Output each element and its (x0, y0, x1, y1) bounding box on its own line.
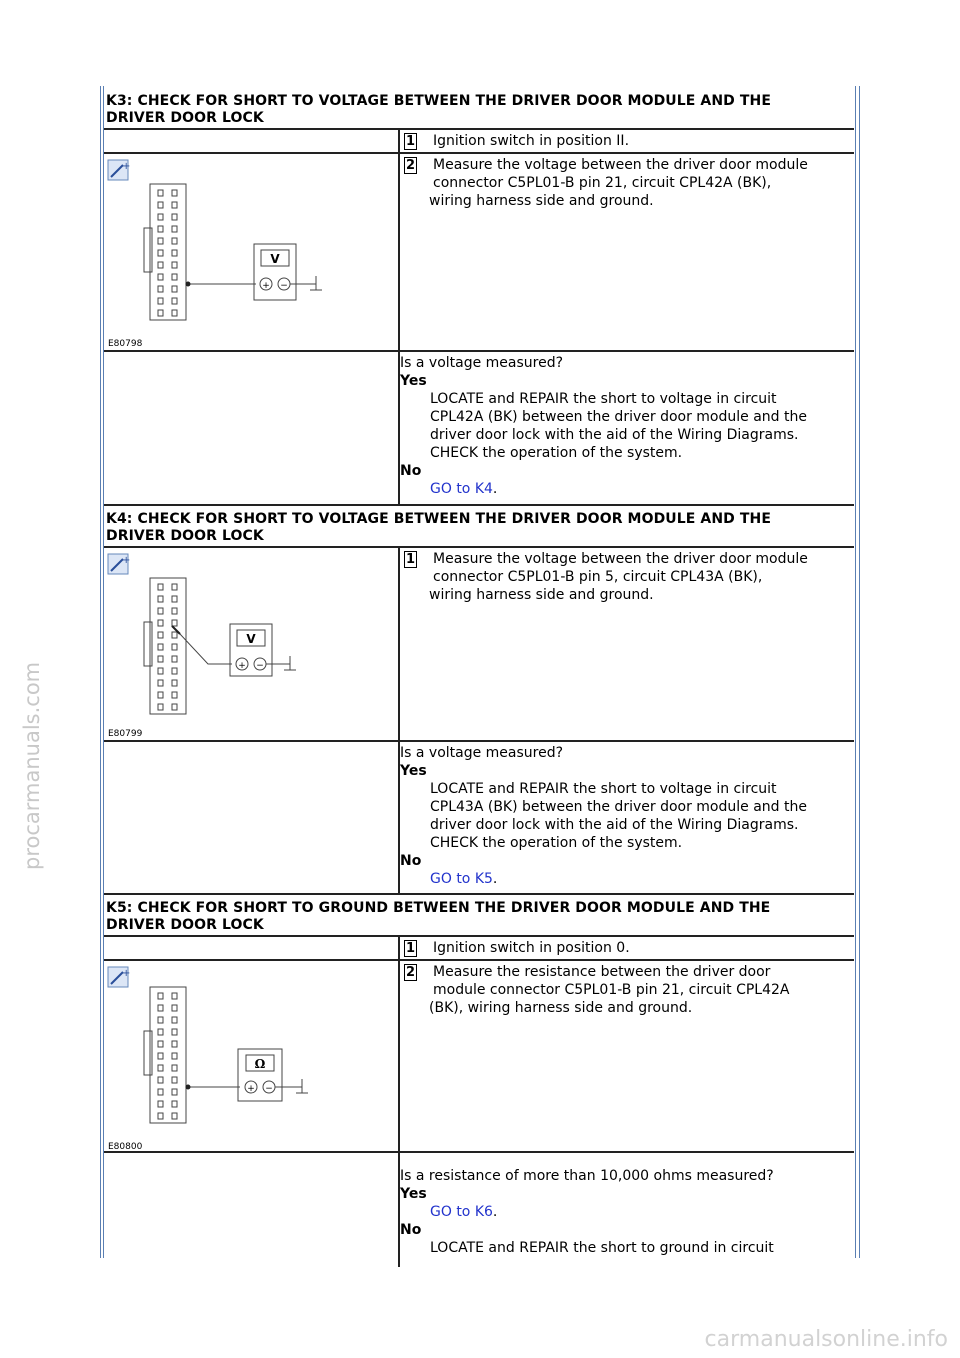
yes-label: Yes (400, 373, 427, 389)
k5-heading: K5: CHECK FOR SHORT TO GROUND BETWEEN THE DRIVER DOOR MODULE AND THE DRIVER DOOR LOCK (104, 895, 854, 937)
no-label: No (400, 463, 422, 479)
step-number: 1 (405, 134, 416, 149)
step-text: Ignition switch in position 0. (433, 940, 630, 956)
k5-result-row (104, 1153, 854, 1267)
k4-result: Is a voltage measured? Yes LOCATE and REPAIR the short to voltage in circuit CPL43A (BK) between the driver door module and the driver door lock with the aid of the Wiring Diagrams. CHECK the operation of the system. No GO to K5. (400, 742, 854, 893)
go-to-k4-link[interactable]: GO to K4 (430, 481, 493, 497)
zoom-icon[interactable] (108, 967, 130, 987)
yes-label: Yes (400, 1186, 427, 1202)
k5-step-2-row (104, 961, 854, 1153)
svg-text:+: + (238, 661, 246, 671)
k4-result-row (104, 742, 854, 895)
k5-result: Is a resistance of more than 10,000 ohms measured? Yes GO to K6. No LOCATE and REPAIR the short to ground in circuit (400, 1153, 854, 1267)
figure-code: E80799 (108, 729, 143, 739)
connector-meter-diagram (106, 158, 394, 348)
go-to-k6-link[interactable]: GO to K6 (430, 1204, 493, 1220)
k5-figure (106, 965, 394, 1155)
svg-text:+: + (122, 968, 131, 979)
step-number: 2 (405, 965, 416, 980)
svg-text:+: + (247, 1084, 255, 1094)
step-number: 2 (405, 158, 416, 173)
left-margin-line (100, 86, 101, 1258)
question-text: Is a resistance of more than 10,000 ohms measured? (400, 1168, 774, 1184)
k4-figure-cell (104, 548, 400, 740)
svg-text:+: + (262, 281, 270, 291)
connector-meter-diagram (106, 552, 394, 742)
zoom-icon[interactable] (108, 160, 130, 180)
svg-text:−: − (265, 1084, 273, 1094)
right-margin-line (855, 86, 856, 1258)
k3-figure (106, 158, 394, 348)
svg-text:V: V (246, 632, 256, 646)
step-text: Measure the voltage between the driver door module connector C5PL01-B pin 21, circuit CPL42A (BK), wiring harness side and ground. (429, 157, 808, 209)
figure-code: E80798 (108, 339, 143, 348)
go-to-k5-link[interactable]: GO to K5 (430, 871, 493, 887)
k5-figure-cell (104, 961, 400, 1151)
k3-result: Is a voltage measured? Yes LOCATE and REPAIR the short to voltage in circuit CPL42A (BK) between the driver door module and the driver door lock with the aid of the Wiring Diagrams. CHECK the operation of the system. No GO to K4. (400, 352, 854, 504)
question-text: Is a voltage measured? (400, 745, 564, 761)
yes-action: LOCATE and REPAIR the short to voltage in circuit CPL43A (BK) between the driver door module and the driver door lock with the aid of the Wiring Diagrams. CHECK the operation of the system. (430, 781, 807, 851)
k4-step-1-row (104, 548, 854, 742)
figure-code: E80800 (108, 1142, 143, 1152)
bottom-watermark: carmanualsonline.info (704, 1327, 948, 1352)
svg-text:−: − (280, 281, 288, 291)
svg-text:Ω: Ω (254, 1057, 266, 1071)
yes-action: LOCATE and REPAIR the short to voltage in circuit CPL42A (BK) between the driver door module and the driver door lock with the aid of the Wiring Diagrams. CHECK the operation of the system. (430, 391, 807, 461)
step-number: 1 (405, 941, 416, 956)
procedure-page (104, 88, 854, 1267)
no-label: No (400, 1222, 422, 1238)
svg-text:+: + (122, 161, 131, 172)
k4-figure (106, 552, 394, 742)
step-text: Measure the voltage between the driver door module connector C5PL01-B pin 5, circuit CPL43A (BK), wiring harness side and ground. (429, 551, 808, 603)
question-text: Is a voltage measured? (400, 355, 564, 371)
k3-step-2-row (104, 154, 854, 352)
svg-text:+: + (122, 555, 131, 566)
k3-figure-cell (104, 154, 400, 350)
step-text: Ignition switch in position II. (433, 133, 630, 149)
step-number: 1 (405, 552, 416, 567)
k3-heading: K3: CHECK FOR SHORT TO VOLTAGE BETWEEN THE DRIVER DOOR MODULE AND THE DRIVER DOOR LOCK (104, 88, 854, 130)
svg-text:−: − (256, 661, 264, 671)
k5-step-1-row (104, 937, 854, 961)
side-watermark: procarmanuals.com (20, 661, 44, 870)
no-action: LOCATE and REPAIR the short to ground in circuit (430, 1240, 774, 1256)
k3-step-1-row (104, 130, 854, 154)
step-text: Measure the resistance between the driver door module connector C5PL01-B pin 21, circuit CPL42A (BK), wiring harness side and ground. (429, 964, 790, 1016)
svg-text:V: V (270, 252, 280, 266)
no-label: No (400, 853, 422, 869)
zoom-icon[interactable] (108, 554, 130, 574)
yes-label: Yes (400, 763, 427, 779)
connector-meter-diagram (106, 965, 394, 1155)
k3-result-row (104, 352, 854, 506)
k4-heading: K4: CHECK FOR SHORT TO VOLTAGE BETWEEN THE DRIVER DOOR MODULE AND THE DRIVER DOOR LOCK (104, 506, 854, 548)
right-margin-line-outer (859, 86, 860, 1258)
